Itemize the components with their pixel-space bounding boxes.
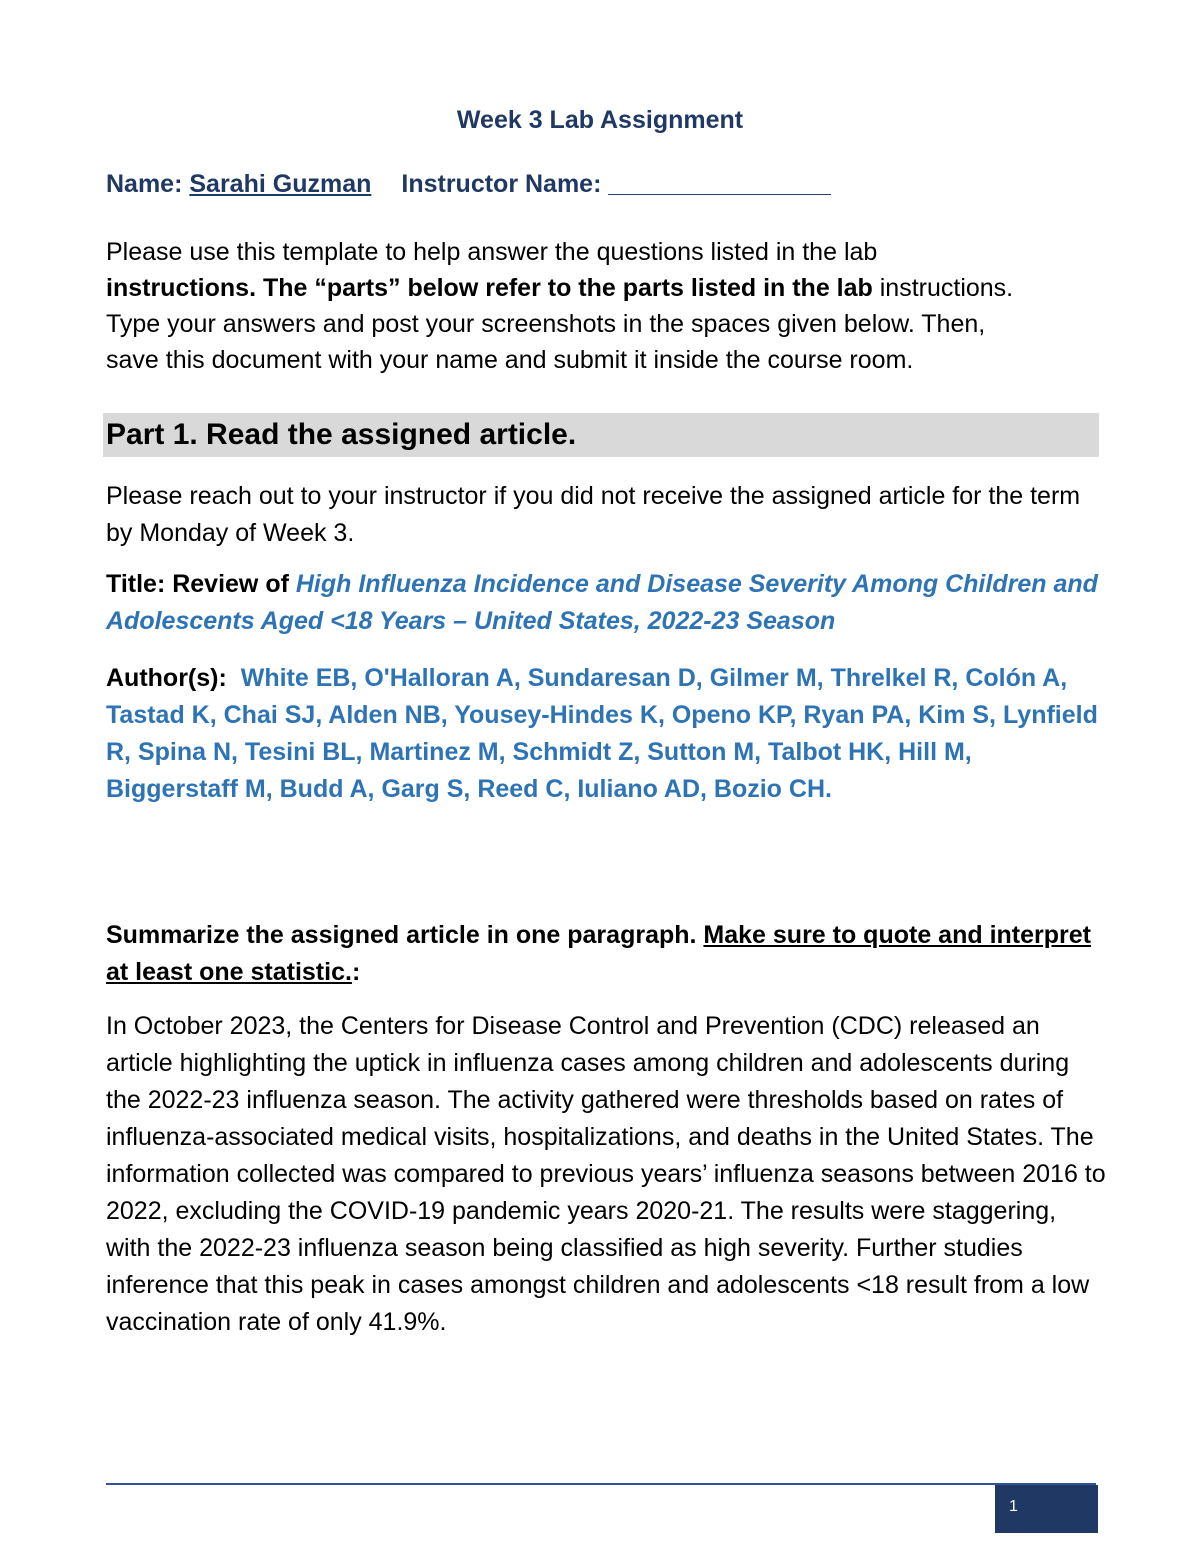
intro-line-1: Please use this template to help answer the questions listed in the lab [106,238,878,266]
document-title: Week 3 Lab Assignment [456,106,744,134]
reach-out-paragraph: Please reach out to your instructor if you did not receive the assigned article for the term by Monday of Week 3. [106,482,1081,547]
intro-line-2: instructions. The “parts” below refer to the parts listed in the lab instructions. [106,274,1014,302]
summary-answer: In October 2023, the Centers for Disease Control and Prevention (CDC) released an article highlighting the uptick in influenza cases among children and adolescents during the 2022-23 influenza season. The activity gathered were thresholds based on rates of influenza-associated medical visits, hospitalizations, and deaths in the United States. The information collected was compared to previous years’ influenza seasons between 2016 to 2022, excluding the COVID-19 pandemic years 2020-21. The results were staggering, with the 2022-23 influenza season being classified as high severity. Further studies inference that this peak in cases amongst children and adolescents <18 result from a low vaccination rate of only 41.9%. [106,1012,1106,1336]
title-label: Title: Review of [106,570,296,598]
name-line [106,170,831,199]
authors-list: White EB, O'Halloran A, Sundaresan D, Gilmer M, Threlkel R, Colón A, Tastad K, Chai SJ, Alden NB, Yousey-Hindes K, Openo KP, Ryan PA, Kim S, Lynfield R, Spina N, Tesini BL, Martinez M, Schmidt Z, Sutton M, Talbot HK, Hill M, Biggerstaff M, Budd A, Garg S, Reed C, Iuliano AD, Bozio CH. [106,664,1098,803]
authors-label: Author(s): [106,664,227,692]
instructor-label: Instructor Name: [401,170,602,198]
name-label: Name: [106,170,183,198]
part-1-heading: Part 1. Read the assigned article. [106,418,577,451]
statistic-requirement: Make sure to quote and interpret at least one statistic. [106,921,1091,986]
summary-prompt: Summarize the assigned article in one paragraph. Make sure to quote and interpret at least one statistic.: [106,921,1091,986]
intro-line-3: Type your answers and post your screenshots in the spaces given below. Then, [106,310,986,338]
intro-paragraph [106,234,1106,378]
article-title-paragraph [106,566,1106,640]
page-number: 1 [1009,1498,1018,1515]
article-title: High Influenza Incidence and Disease Severity Among Children and Adolescents Aged <18 Years – United States, 2022-23 Season [106,570,1098,635]
authors-paragraph [106,660,1106,808]
footer-rule [106,1483,1096,1485]
intro-line-4: save this document with your name and submit it inside the course room. [106,346,914,374]
instructor-name-blank: ________________ [608,170,831,198]
student-name: Sarahi Guzman [189,170,372,198]
